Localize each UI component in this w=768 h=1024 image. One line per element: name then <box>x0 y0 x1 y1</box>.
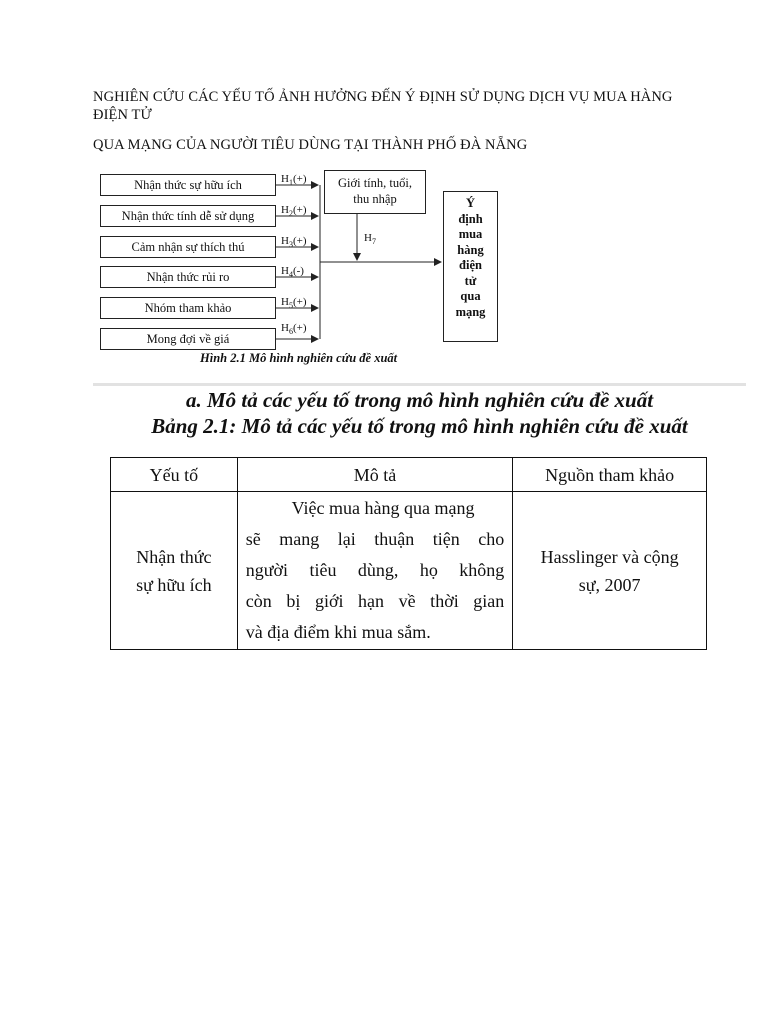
hypothesis-label-h2: $H_2(+)$ <box>281 204 307 219</box>
hypothesis-label-h4: $H_4(-)$ <box>281 265 304 280</box>
factor-box-price-expectation: Mong đợi về giá <box>100 328 276 350</box>
factor-description-table <box>110 457 707 650</box>
hypothesis-label-h6: $H_6(+)$ <box>281 322 307 337</box>
hypothesis-label-h3: $H_3(+)$ <box>281 235 307 250</box>
document-title-line1: NGHIÊN CỨU CÁC YẾU TỐ ẢNH HƯỞNG ĐẾN Ý ĐỊNH SỬ DỤNG DỊCH VỤ MUA HÀNG ĐIỆN TỬ <box>93 89 673 123</box>
outcome-box: Ý định mua hàng điện tử qua mạng <box>443 191 498 342</box>
hypothesis-label-h7: $H_7$ <box>364 232 376 247</box>
header-factor: Yếu tố <box>111 458 238 492</box>
cell-description: Việc mua hàng qua mạng sẽ mang lại thuận tiện cho người tiêu dùng, họ không còn bị giới hạn về thời gian và địa điểm khi mua sắm. <box>237 492 513 650</box>
section-heading: a. Mô tả các yếu tố trong mô hình nghiên cứu đề xuất <box>185 388 654 412</box>
document-title-line2: QUA MẠNG CỦA NGƯỜI TIÊU DÙNG TẠI THÀNH PHỐ ĐÀ NẴNG <box>93 137 528 153</box>
table-title: Bảng 2.1: Mô tả các yếu tố trong mô hình nghiên cứu đề xuất <box>151 414 688 438</box>
header-source: Nguồn tham khảo <box>513 458 707 492</box>
factor-box-usefulness: Nhận thức sự hữu ích <box>100 174 276 196</box>
scan-divider <box>93 383 746 386</box>
figure-caption: Hình 2.1 Mô hình nghiên cứu đề xuất <box>200 351 398 365</box>
cell-source: Hasslinger và cộng sự, 2007 <box>513 492 707 650</box>
hypothesis-label-h5: $H_5(+)$ <box>281 296 307 311</box>
factor-box-ease-of-use: Nhận thức tính dễ sử dụng <box>100 205 276 227</box>
factor-box-risk: Nhận thức rủi ro <box>100 266 276 288</box>
factor-box-reference-group: Nhóm tham khảo <box>100 297 276 319</box>
table-header-row <box>111 458 707 492</box>
table-row <box>111 492 707 650</box>
factor-box-enjoyment: Cảm nhận sự thích thú <box>100 236 276 258</box>
moderator-box: Giới tính, tuổi, thu nhập <box>324 170 426 214</box>
header-description: Mô tả <box>237 458 513 492</box>
cell-factor: Nhận thức sự hữu ích <box>111 492 238 650</box>
hypothesis-label-h1: $H_1(+)$ <box>281 173 307 188</box>
